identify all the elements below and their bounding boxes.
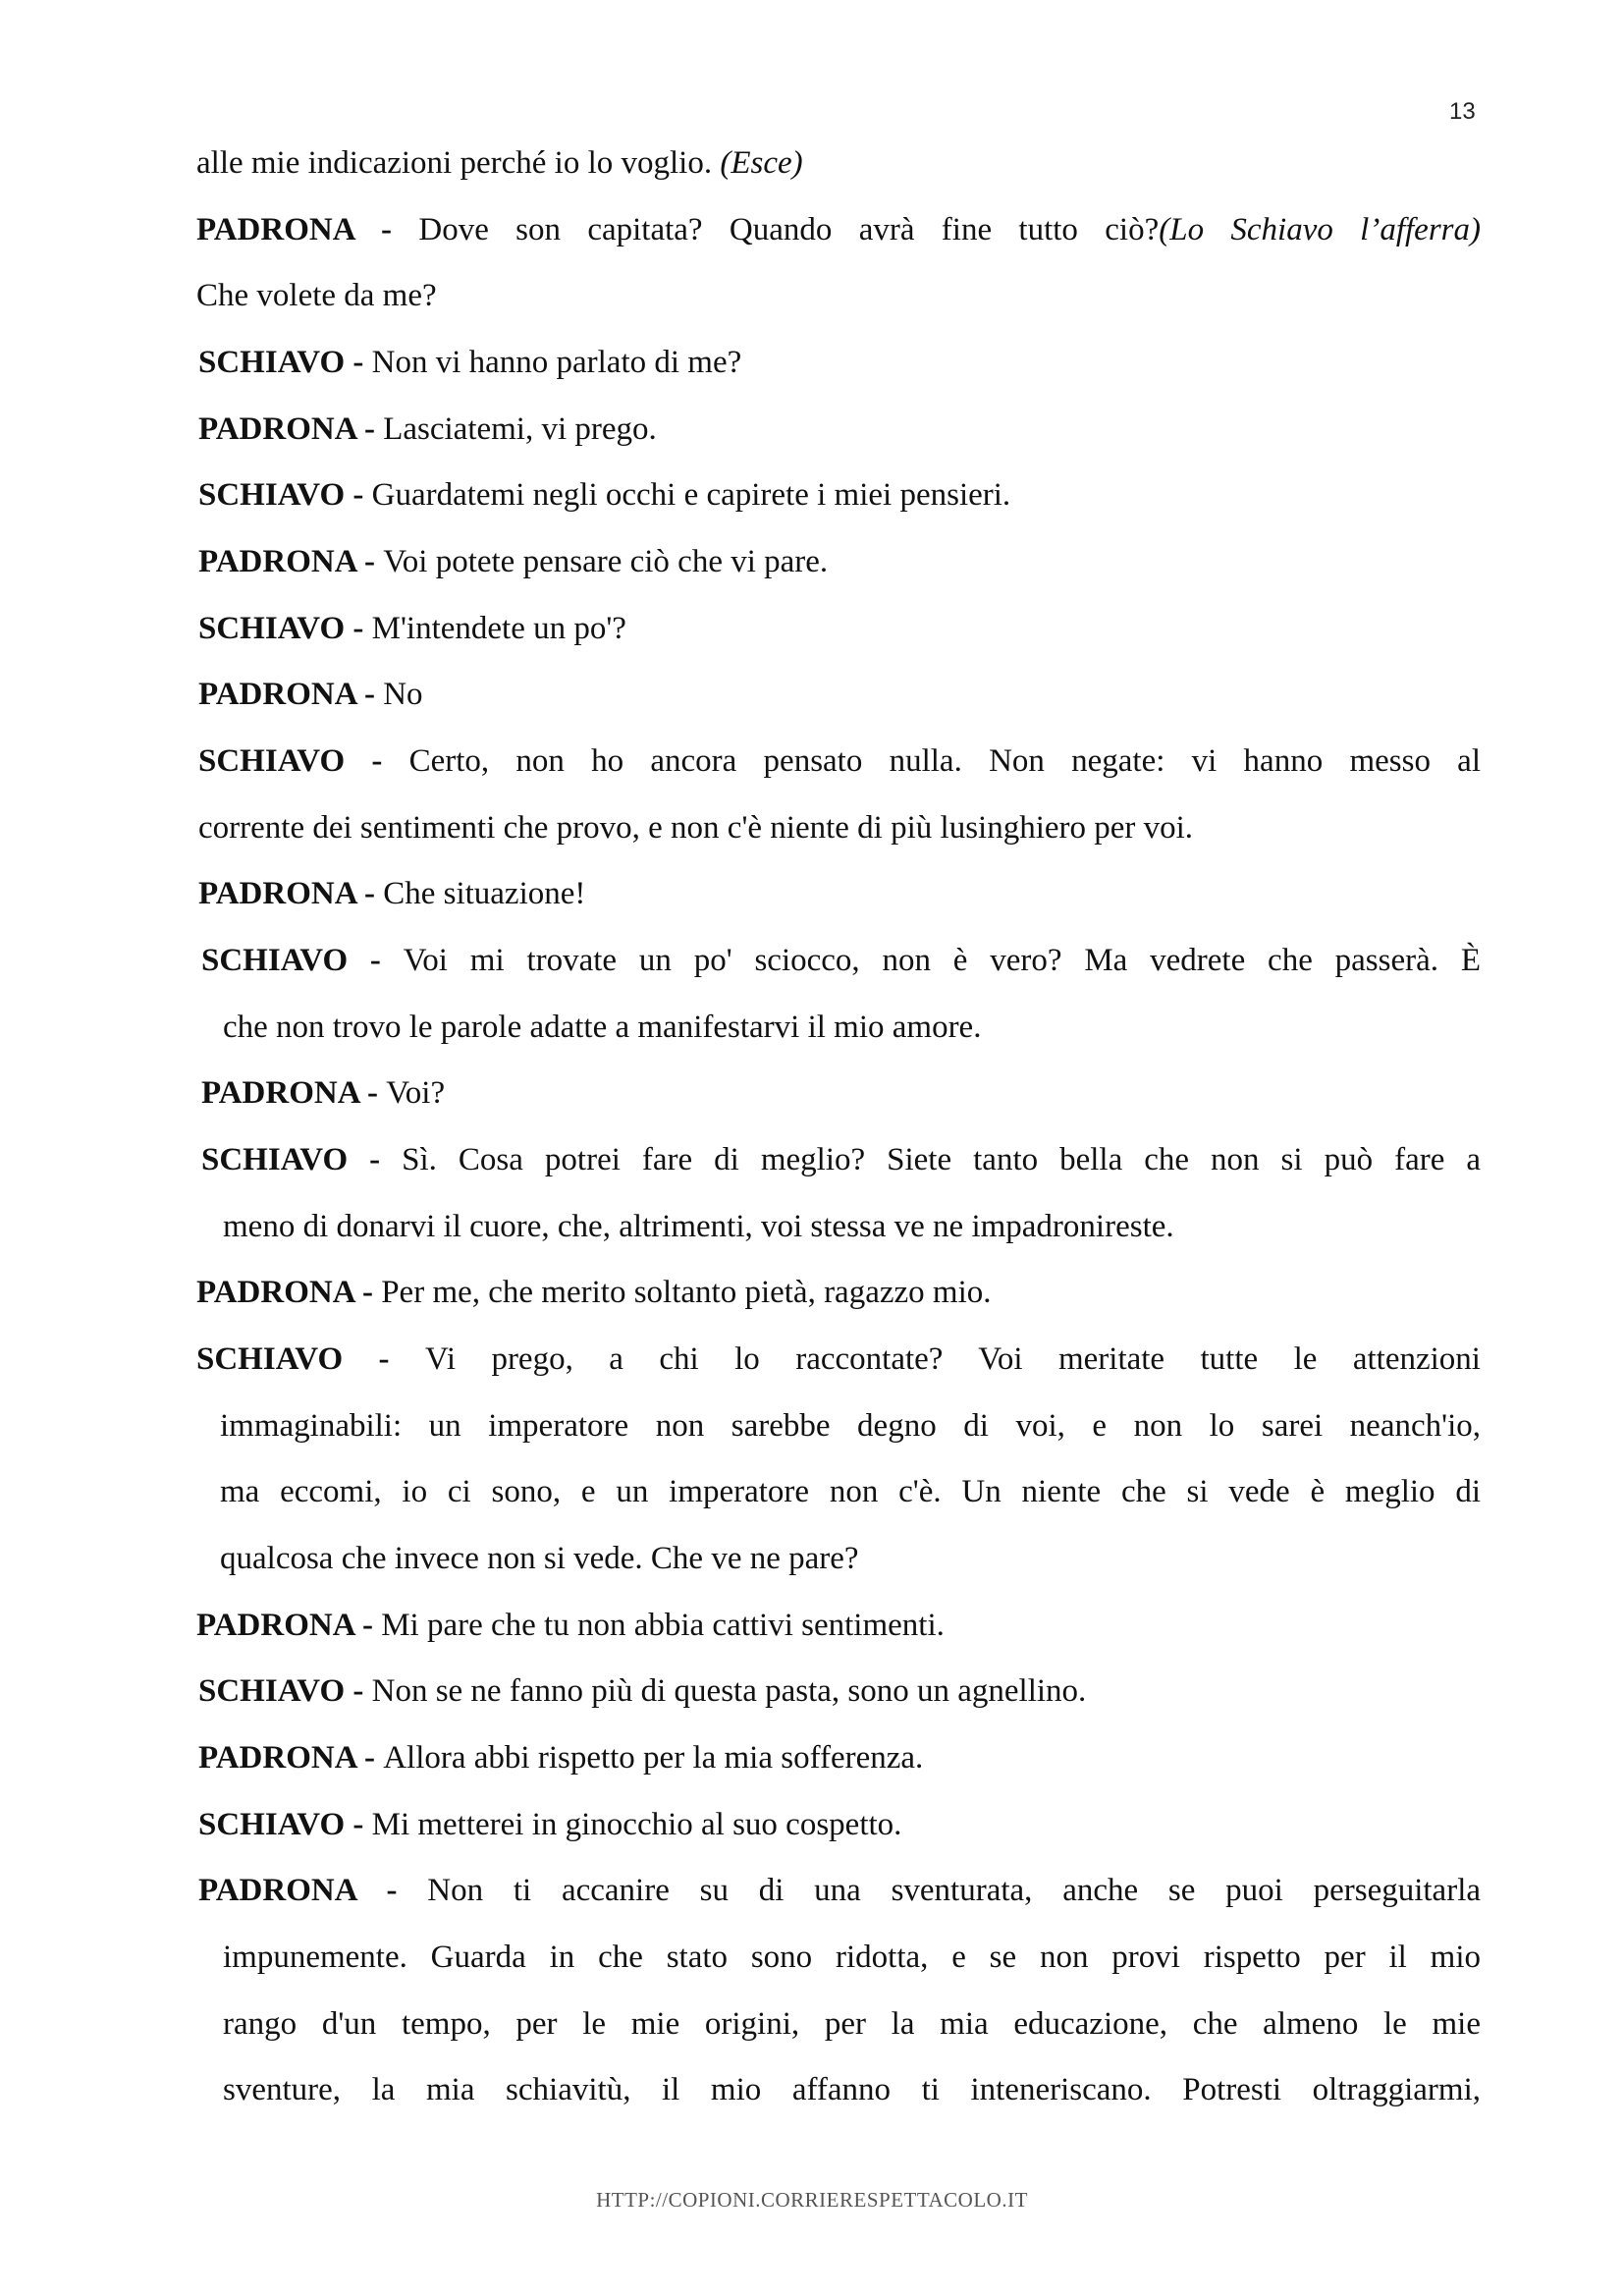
speaker-name: PADRONA - <box>201 1075 387 1112</box>
stage-direction: (Esce) <box>720 145 803 181</box>
dialogue-continuation <box>196 145 1481 212</box>
line-text: corrente dei sentimenti che provo, e non c'è niente di più lusinghiero per voi. <box>198 809 1194 846</box>
dialogue-line <box>198 1740 1481 1807</box>
dialogue-line <box>198 544 1481 611</box>
dialogue-line <box>201 943 1481 1010</box>
line-text: Voi? <box>386 1075 446 1112</box>
speaker-name: SCHIAVO - <box>198 1673 372 1710</box>
dialogue-line <box>198 477 1481 544</box>
speaker-name: SCHIAVO - <box>196 1341 425 1378</box>
line-text: rango d'un tempo, per le mie origini, per la mia educazione, che almeno le mie <box>223 2005 1481 2042</box>
dialogue-line <box>198 1873 1481 1940</box>
line-text: Per me, che merito soltanto pietà, ragazzo mio. <box>381 1275 992 1311</box>
line-text: No <box>383 677 423 713</box>
speaker-name: PADRONA - <box>198 677 384 713</box>
dialogue-line <box>201 1142 1481 1209</box>
line-text: Guardatemi negli occhi e capirete i miei pensieri. <box>371 477 1011 514</box>
dialogue-continuation <box>223 1209 1481 1276</box>
dialogue-line <box>198 677 1481 743</box>
line-text: impunemente. Guarda in che stato sono ridotta, e se non provi rispetto per il mio <box>223 1940 1481 1976</box>
line-text: immaginabili: un imperatore non sarebbe degno di voi, e non lo sarei neanch'io, <box>220 1407 1481 1444</box>
line-text: Mi metterei in ginocchio al suo cospetto. <box>371 1806 902 1842</box>
line-text: Che volete da me? <box>196 278 437 314</box>
speaker-name: PADRONA - <box>196 1275 382 1311</box>
speaker-name: PADRONA - <box>198 876 384 912</box>
line-text: Voi mi trovate un po' sciocco, non è vero? Ma vedrete che passerà. È <box>403 943 1481 979</box>
dialogue-line <box>198 611 1481 678</box>
line-text: meno di donarvi il cuore, che, altrimenti, voi stessa ve ne impadronireste. <box>223 1208 1174 1244</box>
dialogue-continuation <box>223 1940 1481 2006</box>
line-text: Che situazione! <box>383 876 586 912</box>
line-text: che non trovo le parole adatte a manifestarvi il mio amore. <box>223 1009 982 1045</box>
dialogue-continuation <box>223 2072 1481 2139</box>
dialogue-line <box>196 212 1481 279</box>
line-text: Voi potete pensare ciò che vi pare. <box>383 544 829 580</box>
dialogue-line <box>198 1673 1481 1740</box>
line-text: Non ti accanire su di una sventurata, anche se puoi perseguitarla <box>427 1873 1482 1909</box>
dialogue-continuation <box>220 1541 1481 1608</box>
line-text: Mi pare che tu non abbia cattivi sentimenti. <box>381 1607 945 1643</box>
dialogue-line <box>196 1275 1481 1341</box>
stage-direction: (Lo Schiavo l’afferra) <box>1159 211 1482 247</box>
line-text: Dove son capitata? Quando avrà fine tutto ciò? <box>418 211 1160 247</box>
dialogue-line <box>198 411 1481 478</box>
line-text: Vi prego, a chi lo raccontate? Voi meritate tutte le attenzioni <box>424 1341 1481 1378</box>
dialogue-continuation <box>196 278 1481 345</box>
line-text: Non vi hanno parlato di me? <box>371 345 742 380</box>
page-number: 13 <box>1449 98 1476 125</box>
line-text: ma eccomi, io ci sono, e un imperatore non c'è. Un niente che si vede è meglio di <box>220 1474 1481 1510</box>
dialogue-line <box>201 1075 1481 1142</box>
speaker-name: PADRONA - <box>198 410 384 447</box>
line-text: Sì. Cosa potrei fare di meglio? Siete tanto bella che non si può fare a <box>402 1142 1482 1178</box>
dialogue-line <box>198 743 1481 810</box>
speaker-name: SCHIAVO - <box>198 345 372 380</box>
line-text: qualcosa che invece non si vede. Che ve ne pare? <box>220 1541 859 1577</box>
speaker-name: SCHIAVO - <box>198 610 372 646</box>
dialogue-line <box>198 345 1481 411</box>
line-text: Non se ne fanno più di questa pasta, sono un agnellino. <box>371 1673 1087 1710</box>
speaker-name: PADRONA - <box>196 211 419 247</box>
line-text: Lasciatemi, vi prego. <box>383 410 657 447</box>
speaker-name: PADRONA - <box>196 1607 382 1643</box>
speaker-name: SCHIAVO - <box>198 1806 372 1842</box>
dialogue-line <box>198 876 1481 943</box>
speaker-name: PADRONA - <box>198 1873 428 1909</box>
dialogue-line <box>198 1807 1481 1874</box>
speaker-name: SCHIAVO - <box>198 743 409 780</box>
dialogue-continuation <box>223 2006 1481 2073</box>
line-text: Certo, non ho ancora pensato nulla. Non negate: vi hanno messo al <box>408 743 1481 780</box>
dialogue-line <box>196 1608 1481 1674</box>
speaker-name: SCHIAVO - <box>201 943 404 979</box>
dialogue-continuation <box>220 1474 1481 1541</box>
line-text: Allora abbi rispetto per la mia sofferenza. <box>383 1740 924 1777</box>
footer-url: HTTP://COPIONI.CORRIERESPETTACOLO.IT <box>596 2188 1028 2212</box>
dialogue-continuation <box>223 1010 1481 1076</box>
dialogue-line <box>196 1341 1481 1408</box>
dialogue-continuation <box>220 1408 1481 1475</box>
speaker-name: PADRONA - <box>198 544 384 580</box>
speaker-name: SCHIAVO - <box>201 1142 403 1178</box>
line-text: sventure, la mia schiavitù, il mio affanno ti inteneriscano. Potresti oltraggiarmi, <box>223 2072 1481 2108</box>
speaker-name: SCHIAVO - <box>198 477 372 514</box>
line-text: M'intendete un po'? <box>371 610 626 646</box>
dialogue-continuation <box>198 810 1481 877</box>
line-text: alle mie indicazioni perché io lo voglio. <box>196 145 721 181</box>
speaker-name: PADRONA - <box>198 1740 384 1777</box>
